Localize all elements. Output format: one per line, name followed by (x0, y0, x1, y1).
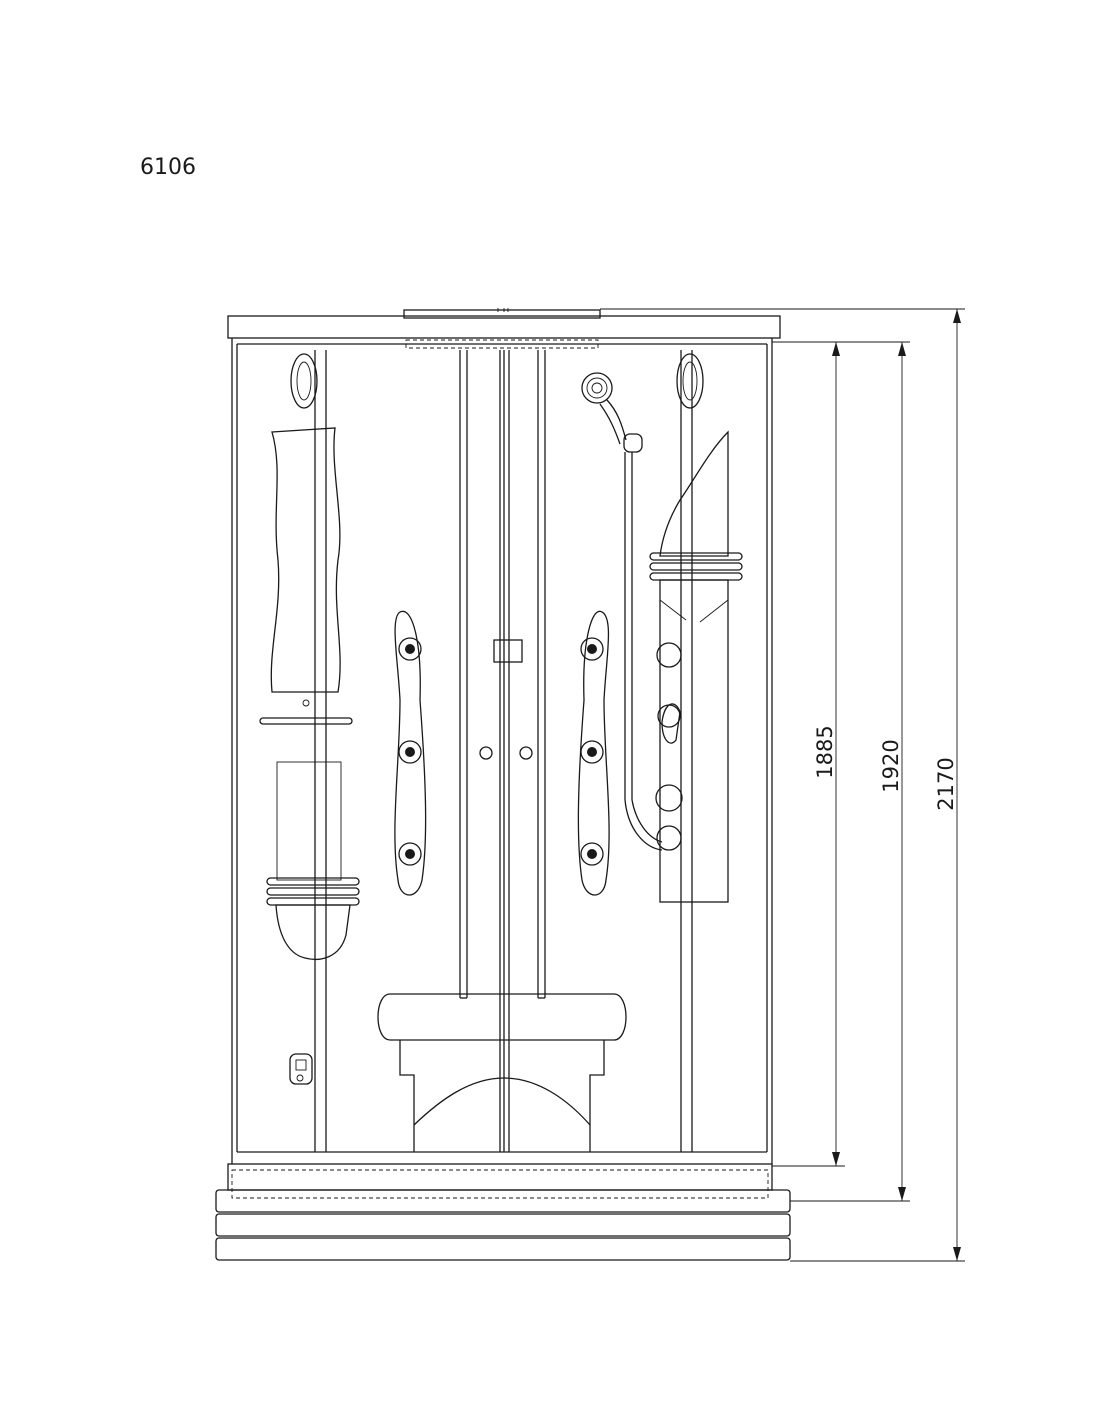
hand-shower (582, 373, 662, 850)
wall-lamp (267, 762, 359, 959)
massage-jet-bar-left (395, 611, 426, 895)
shower-tray (216, 1164, 790, 1260)
door-knob-right (520, 747, 532, 759)
shower-column (650, 432, 742, 902)
model-number: 6106 (140, 155, 196, 180)
dimension-label-cabin-height: 1920 (879, 739, 903, 793)
shelf (260, 718, 352, 724)
massage-jet-bar-right (578, 611, 609, 895)
dimension-label-total-height: 2170 (934, 757, 958, 811)
door-knob-left (480, 747, 492, 759)
mirror-panel (271, 428, 340, 706)
roof (228, 308, 780, 348)
wall-socket (290, 1054, 312, 1084)
seat (378, 994, 626, 1152)
dimension-label-inner-height: 1885 (813, 725, 837, 779)
dimension-total-height (600, 309, 965, 1261)
grab-handles (291, 354, 703, 408)
door-profiles (315, 350, 692, 1152)
